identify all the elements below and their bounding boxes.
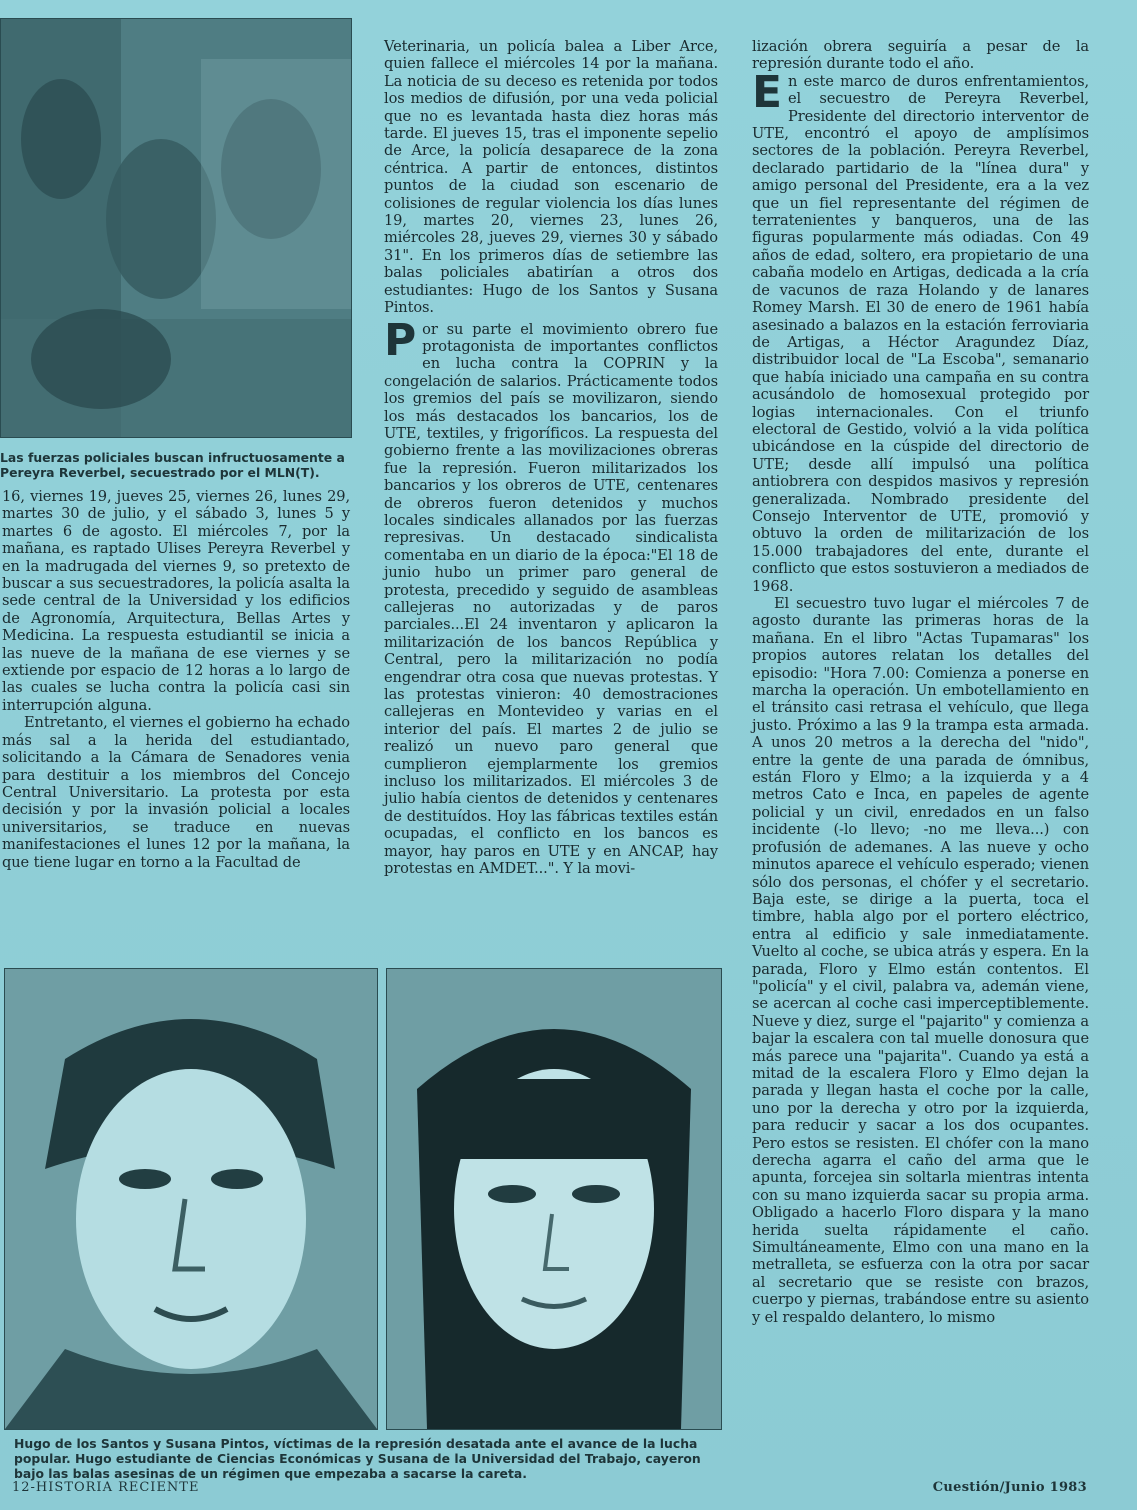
- col1-paragraph-1: 16, viernes 19, jueves 25, viernes 26, lunes 29, martes 30 de julio, y el sábado 3, lunes 5 y martes 6 de agosto. El miércoles 7, por la mañana, es raptado Ulises Pereyra Reverbel y en la madrugada del viernes 9, so pretexto de buscar a sus secuestradores, la policía asalta la sede central de la Universidad y los edificios de Agronomía, Arquitectura, Bellas Artes y Medicina. La respuesta estudiantil se inicia a las nueve de la mañana de ese viernes y se extiende por espacio de 12 horas a lo largo de las cuales se lucha contra la policía casi sin interrupción alguna.: [2, 488, 350, 714]
- col2-paragraph-2: [384, 314, 718, 878]
- col3-paragraph-1: [752, 66, 1089, 595]
- column-1: [2, 488, 350, 871]
- photo-police-search: [0, 18, 352, 438]
- photo-bottom-caption: Hugo de los Santos y Susana Pintos, víctimas de la represión desatada ante el avance de la lucha popular. Hugo estudiante de Ciencias Económicas y Susana de la Universidad del Trabajo, cayeron bajo las balas asesinas de un régimen que empezaba a sacarse la careta.: [14, 1436, 701, 1481]
- col1-paragraph-2: Entretanto, el viernes el gobierno ha echado más sal a la herida del estudiantado, solicitando a la Cámara de Senadores venia para destituir a los miembros del Concejo Central Universitario. La protesta por esta decisión y por la invasión policial a locales universitarios, se traduce en nuevas manifestaciones el lunes 12 por la mañana, la que tiene lugar en torno a la Facultad de: [2, 714, 350, 871]
- col2-paragraph-2-text: or su parte el movimiento obrero fue protagonista de importantes conflictos en lucha contra la COPRIN y la congelación de salarios. Prácticamente todos los gremios del país se movilizaron, siendo los más destacados los bancarios, los de UTE, textiles, y frigoríficos. La respuesta del gobierno frente a las movilizaciones obreras fue la represión. Fueron militarizados los bancarios y los obreros de UTE, centenares de obreros fueron detenidos y muchos locales sindicales allanados por las fuerzas represivas. Un destacado sindicalista comentaba en un diario de la época:"El 18 de junio hubo un primer paro general de protesta, precedido y seguido de asambleas callejeras no autorizadas y de paros parciales...El 24 inventaron y aplicaron la militarización de los bancos República y Central, pero la militarización no podía engendrar otra cosa que nuevas protestas. Y las protestas vinieron: 40 demostraciones callejeras en Montevideo y varias en el interior del país. El martes 2 de julio se realizó un nuevo paro general que cumplieron ejemplarmente los gremios incluso los militarizados. El miércoles 3 de julio había cientos de detenidos y centenares de destituídos. Hoy las fábricas textiles están ocupadas, el conflicto en los bancos es mayor, hay paros en UTE y en ANCAP, hay protestas en AMDET...". Y la movi-: [384, 320, 718, 878]
- column-2: [384, 38, 718, 878]
- col2-paragraph-1: Veterinaria, un policía balea a Liber Arce, quien fallece el miércoles 14 por la mañana. La noticia de su deceso es retenida por todos los medios de difusión, por una veda policial que no es levantada hasta diez horas más tarde. El jueves 15, tras el imponente sepelio de Arce, la policía desaparece de la zona céntrica. A partir de entonces, distintos puntos de la ciudad son escenario de colisiones de regular violencia los días lunes 19, martes 20, viernes 23, lunes 26, miércoles 28, jueves 29, viernes 30 y sábado 31". En los primeros días de setiembre las balas policiales abatirían a otros dos estudiantes: Hugo de los Santos y Susana Pintos.: [384, 38, 718, 317]
- footer-issue-date: Cuestión/Junio 1983: [932, 1480, 1087, 1495]
- col3-dropcap: E: [752, 66, 782, 118]
- col2-dropcap: P: [384, 314, 417, 366]
- col3-paragraph-2: El secuestro tuvo lugar el miércoles 7 de agosto durante las primeras horas de la mañana. En el libro "Actas Tupamaras" los propios autores relatan los detalles del episodio: "Hora 7.00: Comienza a ponerse en marcha la operación. Un embotellamiento en el tránsito casi retrasa el vehículo, que llega justo. Próximo a las 9 la trampa esta armada. A unos 20 metros a la derecha del "nido", entre la gente de una parada de ómnibus, están Floro y Elmo; a la izquierda y a 4 metros Cato e Inca, en papeles de agente policial y un civil, enredados en un falso incidente (-lo llevo; -no me lleva...) con profusión de ademanes. A las nueve y ocho minutos aparece el vehículo esperado; vienen sólo dos personas, el chófer y el secretario. Baja este, se dirige a la puerta, toca el timbre, habla algo por el portero eléctrico, entra al edificio y sale inmediatamente. Vuelto al coche, se ubica atrás y espera. En la parada, Floro y Elmo están contentos. El "policía" y el civil, palabra va, ademán viene, se acercan al coche casi imperceptiblemente. Nueve y diez, surge el "pajarito" y comienza a bajar la escalera con tal muelle donosura que más parece una "pajarita". Cuando ya está a mitad de la escalera Floro y Elmo dejan la parada y llegan hasta el coche por la calle, uno por la derecha y otro por la izquierda, para reducir y sacar a los dos ocupantes. Pero estos se resisten. El chófer con la mano derecha agarra el caño del arma que le apunta, forcejea sin soltarla mientras intenta con su mano izquierda sacar su propia arma. Obligado a hacerlo Floro dispara y la mano herida suelta rápidamente el caño. Simultáneamente, Elmo con una mano en la metralleta, se esfuerza con la otra por sacar al secretario que se resiste con brazos, cuerpo y piernas, trabándose entre su asiento y el respaldo delantero, lo mismo: [752, 595, 1089, 1326]
- col3-paragraph-1-text: n este marco de duros enfrentamientos, el secuestro de Pereyra Reverbel, Presidente del directorio interventor de UTE, encontró el apoyo de amplísimos sectores de la población. Pereyra Reverbel, declarado partidario de la "línea dura" y amigo personal del Presidente, era a la vez que un fiel representante del régimen de terratenientes y banqueros, una de las figuras popularmente más odiadas. Con 49 años de edad, soltero, era propietario de una cabaña modelo en Artigas, dedicada a la cría de vacunos de raza Holando y de lanares Romey Marsh. El 30 de enero de 1961 había asesinado a balazos en la estación ferroviaria de Artigas, a Héctor Aragundez Díaz, distribuidor local de "La Escoba", semanario que había iniciado una campaña en su contra acusándolo de homosexual protegido por logias internacionales. Con el triunfo electoral de Gestido, volvió a la vida política ubicándose en la cúspide del directorio de UTE; desde allí impulsó una política antiobrera con despidos masivos y represión generalizada. Nombrado presidente del Consejo Interventor de UTE, promovió y obtuvo la orden de militarización de los 15.000 trabajadores del ente, durante el conflicto que estos sostuvieron a mediados de 1968.: [752, 72, 1089, 595]
- footer-page-section: 12-HISTORIA RECIENTE: [12, 1480, 200, 1495]
- photo-hugo-de-los-santos: [4, 968, 378, 1430]
- photo-susana-pintos: [386, 968, 722, 1430]
- col3-paragraph-0: lización obrera seguiría a pesar de la represión durante todo el año.: [752, 38, 1089, 73]
- photo-top-caption: Las fuerzas policiales buscan infructuosamente a Pereyra Reverbel, secuestrado por el MLN(T).: [0, 450, 345, 480]
- column-3: [752, 38, 1089, 1326]
